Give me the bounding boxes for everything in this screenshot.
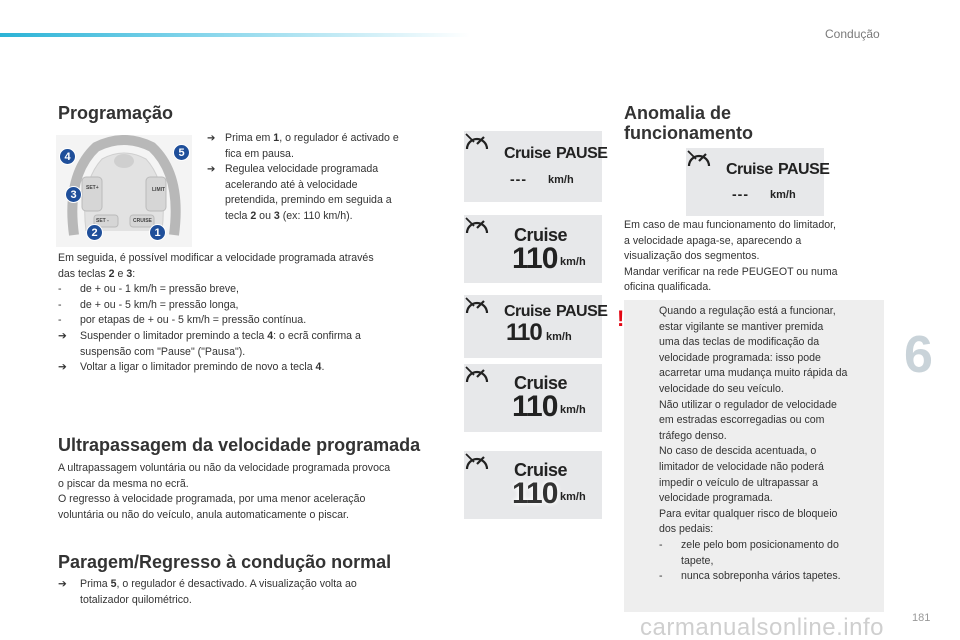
wheel-button-1: 1 [149,224,166,241]
wheel-button-4: 4 [59,148,76,165]
warning-exclamation-icon: ! [617,306,625,331]
steering-wheel-controls-illustration [56,135,192,247]
programacao-details: Em seguida, é possível modificar a velocidade programada através das teclas 2 e 3: - de + ou - 1 km/h = pressão breve, - de + ou - 5 km/h = pressão longa, - por etapas de + ou - 5 km/h = pressão contínua. ➔ Suspender o limitador premindo a tecla 4: o ecrã confirma a suspensão com "Pause" ("Pausa"). ➔ Voltar a ligar o limitador premindo de novo a tecla 4. [58,251,448,376]
programacao-instructions: ➔ Prima em 1, o regulador é activado e fica em pausa. ➔ Regulea velocidade programada acelerando até à velocidade pretendida, premindo em seguida a tecla 2 ou 3 (ex: 110 km/h). [207,131,447,225]
list-item: - nunca sobreponha vários tapetes. [659,570,841,583]
list-item: - por etapas de + ou - 5 km/h = pressão contínua. [58,314,307,327]
display-cruise-110: Cruise 110 km/h [464,215,602,283]
display-cruise-110-blinking: Cruise 110 km/h [464,451,602,519]
header-accent-bar [0,33,470,37]
list-item: - zele pelo bom posicionamento do [659,538,839,551]
cruise-gauge-icon [464,215,490,237]
cruise-gauge-icon [464,451,490,473]
instruction-item: ➔ Prima 5, o regulador é desactivado. A visualização volta ao [58,577,458,593]
arrow-bullet-icon: ➔ [58,329,67,342]
ultrapassagem-text: A ultrapassagem voluntária ou não da velocidade programada provoca o piscar da mesma no ecrã. O regresso à velocidade programada, por uma menor aceleração voluntária ou não do veículo, anula automaticamente o piscar. [58,462,391,521]
display-cruise-pause-dashes: Cruise PAUSE --- km/h [464,131,602,202]
wheel-label-set-minus: SET - [96,218,109,224]
arrow-bullet-icon: ➔ [207,133,216,144]
wheel-label-set-plus: SET+ [86,185,99,191]
arrow-bullet-icon: ➔ [207,164,216,176]
warning-text: Quando a regulação está a funcionar, estar vigilante se mantiver premida uma das teclas de modificação da velocidade programada: isso pode acarretar uma mudança muito rápida da velocidade do seu veículo. Não utilizar o regulador de velocidade em estradas escorregadias ou com tráfego denso. No caso de descida acentuada, o limitador de velocidade não poderá impedir o veículo de ultrapassar a velocidade programada. Para evitar qualquer risco de bloqueio dos pedais: - zele pelo bom posicionamento do tapete, - nunca sobreponha vários tapetes. [659,304,884,585]
cruise-gauge-icon [464,295,490,317]
ultrapassagem-heading: Ultrapassagem da velocidade programada [58,435,421,455]
watermark: carmanualsonline.info [640,614,884,640]
cruise-gauge-icon [686,148,712,170]
wheel-button-5: 5 [173,144,190,161]
page-number: 181 [912,612,931,624]
anomalia-heading-line1: Anomalia de [624,103,732,123]
instruction-item: ➔ Regulea velocidade programada [207,162,447,178]
anomalia-heading-line2: funcionamento [624,123,753,143]
wheel-button-3: 3 [65,186,82,203]
instruction-item: ➔ Voltar a ligar o limitador premindo de novo a tecla 4. [58,360,448,376]
instruction-item: ➔ Suspender o limitador premindo a tecla 4: o ecrã confirma a [58,329,448,345]
arrow-bullet-icon: ➔ [58,578,67,590]
section-label: Condução [825,27,880,41]
cruise-gauge-icon [464,364,490,386]
paragem-text: ➔ Prima 5, o regulador é desactivado. A visualização volta ao totalizador quilométrico. [58,577,458,608]
wheel-label-limit: LIMIT [152,187,166,193]
display-cruise-110: Cruise 110 km/h [464,364,602,432]
arrow-bullet-icon: ➔ [58,361,67,374]
list-item: - de + ou - 1 km/h = pressão breve, [58,283,239,296]
paragem-heading: Paragem/Regresso à condução normal [58,552,392,572]
instruction-item: ➔ Prima em 1, o regulador é activado e [207,131,447,147]
cruise-gauge-icon [464,131,490,153]
display-anomalia: Cruise PAUSE --- km/h [686,148,824,216]
wheel-label-cruise: CRUISE [133,218,152,224]
wheel-button-2: 2 [86,224,103,241]
display-cruise-pause-110: Cruise PAUSE 110 km/h [464,295,602,358]
programacao-heading: Programação [58,103,174,123]
chapter-number: 6 [904,326,933,384]
anomalia-text: Em caso de mau funcionamento do limitador, a velocidade apaga-se, aparecendo a visualização dos segmentos. Mandar verificar na rede PEUGEOT ou numa oficina qualificada. [624,219,838,294]
list-item: - de + ou - 5 km/h = pressão longa, [58,298,239,311]
